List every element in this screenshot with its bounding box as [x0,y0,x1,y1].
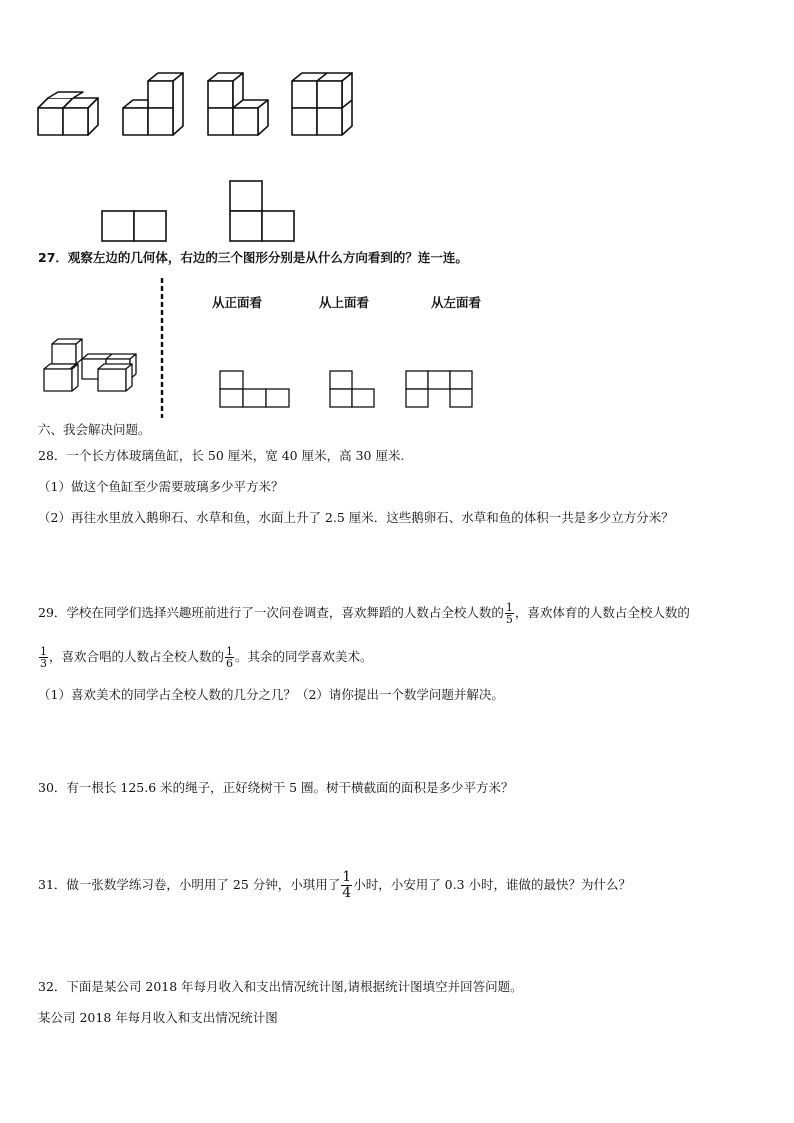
view-label-front: 从正面看 [212,295,263,310]
q28-part2: （2）再往水里放入鹅卵石、水草和鱼，水面上升了 2.5 厘米．这些鹅卵石、水草和鱼的体积一共是多少立方分米？ [38,510,674,525]
q27-view-figures [216,366,496,416]
q27-solid-figure [42,336,152,406]
q27-prompt: 27．观察左边的几何体，右边的三个图形分别是从什么方向看到的？连一连。 [38,250,468,265]
view-figure-2 [330,371,374,407]
q28-prompt: 28．一个长方体玻璃鱼缸，长 50 厘米，宽 40 厘米，高 30 厘米. [38,448,405,463]
q29-line2-end: 。其余的同学喜欢美术。 [235,649,373,664]
cube-figure-1 [38,92,98,135]
cube-solid-figures [30,70,390,180]
q29-line2-start: ，喜欢合唱的人数占全校人数的 [49,649,225,664]
q29-line1-end: ，喜欢体育的人数占全校人数的 [514,605,690,620]
q29-line1-start: 29．学校在同学们选择兴趣班前进行了一次问卷调查，喜欢舞蹈的人数占全校人数的 [38,605,504,620]
flat-view-figures [95,178,315,248]
flat-view-two-squares [102,211,166,241]
flat-view-l-shape [230,181,294,241]
fraction-one-quarter: $\frac{1}{4}$ [342,869,352,901]
dashed-divider [160,278,164,418]
fraction-one-fifth: $\frac{1}{5}$ [505,601,513,626]
q32-chart-caption: 某公司 2018 年每月收入和支出情况统计图 [38,1010,278,1025]
q31-text-start: 31．做一张数学练习卷，小明用了 25 分钟，小琪用了 [38,877,341,892]
q32-prompt: 32．下面是某公司 2018 年每月收入和支出情况统计图,请根据统计图填空并回答问题。 [38,979,523,994]
view-label-top: 从上面看 [319,295,370,310]
view-label-left: 从左面看 [431,295,482,310]
q29-line2 [38,646,373,669]
section-heading: 六、我会解决问题。 [38,422,151,437]
cube-figure-4 [292,73,352,135]
fraction-one-third: $\frac{1}{3}$ [40,645,47,670]
q28-part1: （1）做这个鱼缸至少需要玻璃多少平方米？ [38,479,284,494]
cube-figure-2 [123,73,183,135]
q29-parts: （1）喜欢美术的同学占全校人数的几分之几？（2）请你提出一个数学问题并解决。 [38,687,504,702]
q29-line1 [38,602,690,625]
cube-figure-3 [208,73,268,135]
q30-prompt: 30．有一根长 125.6 米的绳子，正好绕树干 5 圈。树干横截面的面积是多少平方米？ [38,780,514,795]
q31-text-end: 小时，小安用了 0.3 小时，谁做的最快？为什么？ [353,877,632,892]
q31-prompt [38,870,631,901]
view-figure-3 [406,371,472,407]
fraction-one-sixth: $\frac{1}{6}$ [226,645,234,670]
view-figure-1 [220,371,289,407]
